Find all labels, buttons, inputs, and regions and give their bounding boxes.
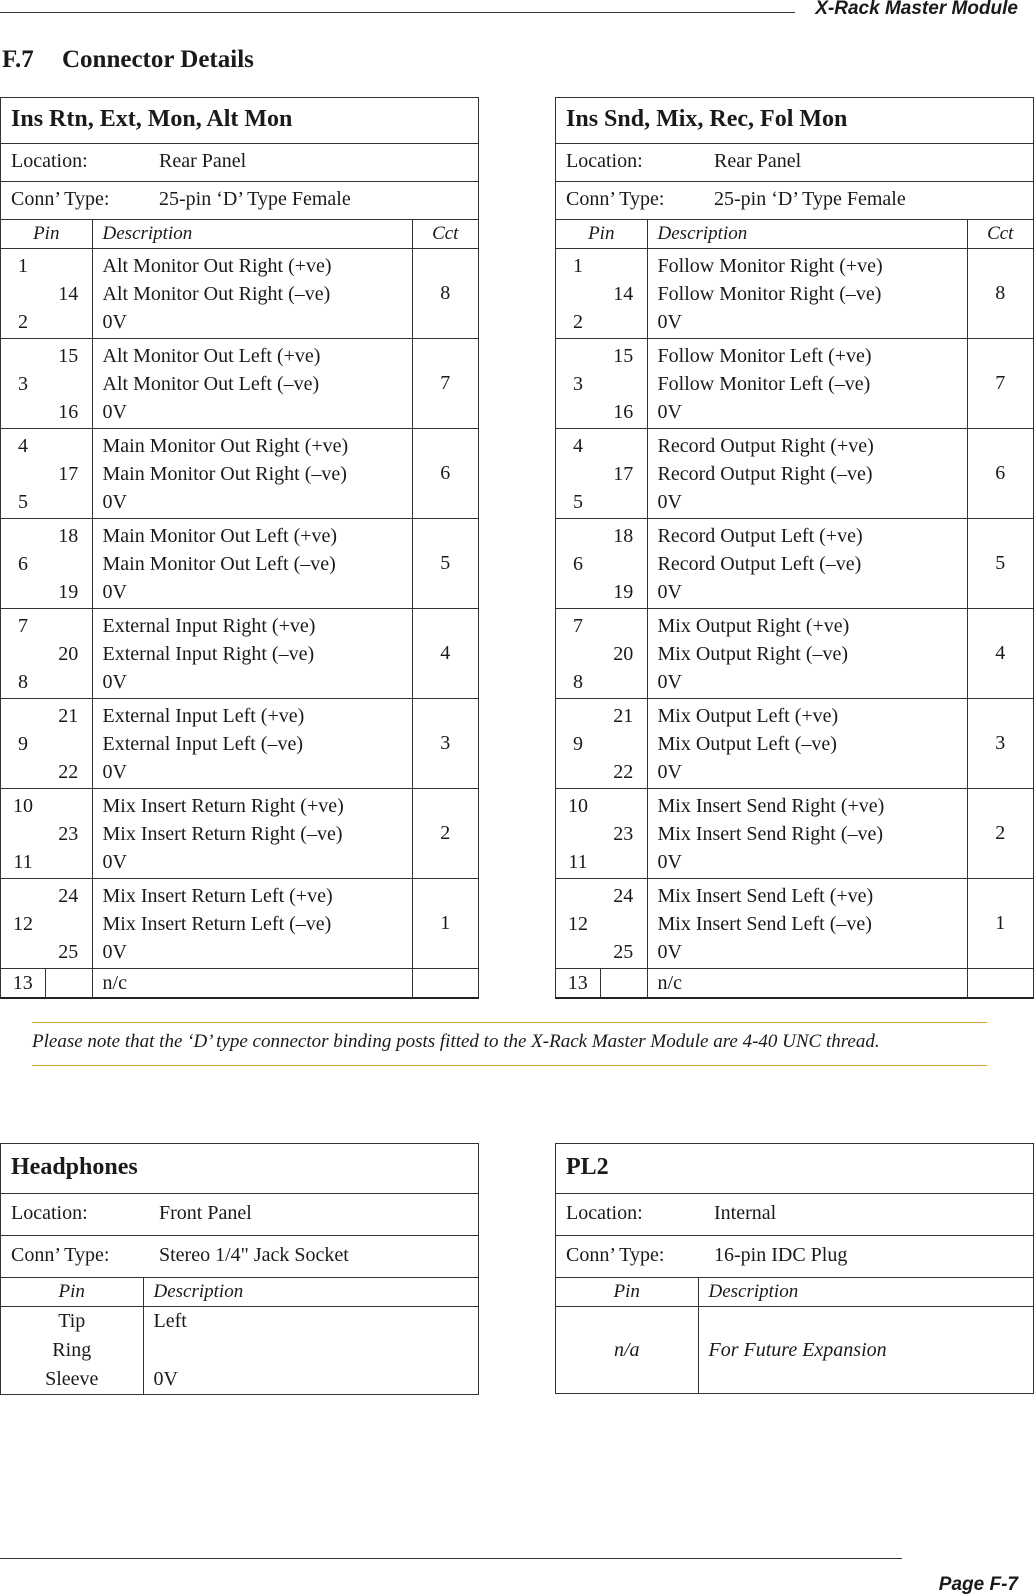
pin-number bbox=[600, 730, 647, 758]
pin-description: 0V bbox=[102, 670, 127, 693]
pin-description: Alt Monitor Out Left (+ve) bbox=[102, 344, 321, 367]
header-rule bbox=[0, 12, 795, 13]
note-bottom-rule bbox=[32, 1065, 987, 1066]
right-connector-title: Ins Snd, Mix, Rec, Fol Mon bbox=[556, 98, 1033, 144]
pin-description: Mix Output Right (–ve) bbox=[657, 642, 849, 665]
circuit-number: 4 bbox=[967, 609, 1033, 699]
pin-description: n/c bbox=[92, 969, 412, 998]
pin-description: Mix Output Right (+ve) bbox=[657, 614, 850, 637]
pin-number bbox=[1, 578, 45, 606]
pin-number: 8 bbox=[573, 670, 583, 693]
pin-description: 0V bbox=[102, 580, 127, 603]
pin-description: Record Output Right (–ve) bbox=[657, 462, 873, 485]
circuit-number: 2 bbox=[967, 789, 1033, 879]
pin-number: 22 bbox=[58, 760, 79, 783]
cct-header: Cct bbox=[412, 220, 478, 249]
pin-number: 19 bbox=[58, 580, 79, 603]
pin-number bbox=[45, 550, 92, 578]
pin-number: 13 bbox=[556, 969, 600, 998]
pin-group-row bbox=[1, 879, 478, 969]
pin-number: 18 bbox=[58, 524, 79, 547]
pin-description: 0V bbox=[657, 400, 682, 423]
pl2-title: PL2 bbox=[556, 1144, 1033, 1194]
headphones-pin: Ring bbox=[52, 1339, 92, 1361]
connector-table-left bbox=[0, 97, 479, 999]
pin-number: 12 bbox=[13, 912, 33, 935]
pin-description: Main Monitor Out Right (+ve) bbox=[102, 434, 349, 457]
headphones-pin: Tip bbox=[58, 1310, 86, 1332]
pin-group-row bbox=[1, 429, 478, 519]
pin-number bbox=[45, 252, 92, 280]
pin-description: External Input Left (–ve) bbox=[102, 732, 303, 755]
pin-number: 9 bbox=[18, 732, 28, 755]
left-pin-table bbox=[1, 220, 478, 997]
conn-type-label: Conn’ Type: bbox=[11, 1244, 110, 1266]
pin-header: Pin bbox=[1, 220, 92, 249]
pin-description: Main Monitor Out Left (+ve) bbox=[102, 524, 338, 547]
pin-number: 9 bbox=[573, 732, 583, 755]
pin-description: 0V bbox=[657, 310, 682, 333]
pin-number: 17 bbox=[58, 462, 79, 485]
pin-number bbox=[1, 820, 45, 848]
pin-group-row bbox=[1, 699, 478, 789]
headphones-conn-type: Stereo 1/4" Jack Socket bbox=[159, 1244, 349, 1266]
right-location-row bbox=[556, 144, 1033, 182]
circuit-number: 1 bbox=[412, 879, 478, 969]
pin-group-row bbox=[556, 249, 1033, 339]
pin-number: 20 bbox=[58, 642, 79, 665]
right-conn-type-row bbox=[556, 182, 1033, 220]
pin-number: 4 bbox=[573, 434, 583, 457]
pin-number bbox=[556, 522, 600, 550]
pin-number: 19 bbox=[613, 580, 634, 603]
pin-number bbox=[45, 668, 92, 696]
right-location: Rear Panel bbox=[714, 150, 802, 172]
pin-number bbox=[45, 432, 92, 460]
pin-number bbox=[556, 820, 600, 848]
headphones-desc: 0V bbox=[153, 1368, 178, 1390]
pin-number bbox=[1, 460, 45, 488]
left-conn-type-row bbox=[1, 182, 478, 220]
pin-description: Main Monitor Out Left (–ve) bbox=[102, 552, 336, 575]
location-label: Location: bbox=[11, 1202, 88, 1224]
pin-number: 14 bbox=[58, 282, 79, 305]
circuit-number: 1 bbox=[967, 879, 1033, 969]
pin-description: 0V bbox=[102, 400, 127, 423]
pin-number bbox=[556, 342, 600, 370]
pin-number bbox=[1, 342, 45, 370]
left-connector-title: Ins Rtn, Ext, Mon, Alt Mon bbox=[1, 98, 478, 144]
pin-number: 16 bbox=[58, 400, 79, 423]
pin-number: 4 bbox=[18, 434, 28, 457]
pin-number: 15 bbox=[613, 344, 634, 367]
page-number: Page F-7 bbox=[938, 1574, 1018, 1595]
pin-number: 15 bbox=[58, 344, 79, 367]
pin-description: 0V bbox=[102, 940, 127, 963]
note-box bbox=[32, 1022, 987, 1066]
note-text: Please note that the ‘D’ type connector binding posts fitted to the X-Rack Master Module are 4-40 UNC thread. bbox=[32, 1031, 880, 1052]
header-row bbox=[1, 220, 478, 249]
pin-description: Mix Insert Send Left (+ve) bbox=[657, 884, 874, 907]
pin-number bbox=[1, 522, 45, 550]
circuit-number: 3 bbox=[412, 699, 478, 789]
pin-description: Mix Output Left (+ve) bbox=[657, 704, 839, 727]
pin-number bbox=[45, 612, 92, 640]
description-header: Description bbox=[143, 1278, 478, 1307]
pin-description: Record Output Left (–ve) bbox=[657, 552, 862, 575]
pl2-conn-type: 16-pin IDC Plug bbox=[714, 1244, 848, 1266]
pin-number bbox=[600, 308, 647, 336]
circuit-number: 6 bbox=[412, 429, 478, 519]
circuit-number: 5 bbox=[412, 519, 478, 609]
pin-description: Mix Insert Return Left (+ve) bbox=[102, 884, 333, 907]
pin-description: 0V bbox=[102, 490, 127, 513]
pin-description: Mix Output Left (–ve) bbox=[657, 732, 837, 755]
headphones-title: Headphones bbox=[1, 1144, 478, 1194]
circuit-number: 5 bbox=[967, 519, 1033, 609]
location-label: Location: bbox=[566, 1202, 643, 1224]
pin-number: 25 bbox=[58, 940, 79, 963]
pin-header: Pin bbox=[1, 1278, 143, 1307]
pin-number bbox=[45, 488, 92, 516]
circuit-number: 6 bbox=[967, 429, 1033, 519]
description-header: Description bbox=[698, 1278, 1033, 1307]
pin-number bbox=[45, 792, 92, 820]
pin-group-row bbox=[1, 249, 478, 339]
pin-number: 2 bbox=[573, 310, 583, 333]
pin-number bbox=[600, 432, 647, 460]
pin-number bbox=[1, 702, 45, 730]
pl2-location: Internal bbox=[714, 1202, 777, 1224]
pl2-pin-table bbox=[556, 1278, 1033, 1393]
pin-number bbox=[600, 792, 647, 820]
pin-number bbox=[556, 578, 600, 606]
right-conn-type: 25-pin ‘D’ Type Female bbox=[714, 188, 906, 210]
pin-group-row bbox=[556, 879, 1033, 969]
pin-group-row bbox=[556, 699, 1033, 789]
pl2-desc: For Future Expansion bbox=[708, 1338, 887, 1361]
pin-number bbox=[556, 758, 600, 786]
pin-description: Record Output Right (+ve) bbox=[657, 434, 874, 457]
pin-group-row bbox=[556, 429, 1033, 519]
pin-description: External Input Left (+ve) bbox=[102, 704, 305, 727]
pin-number bbox=[600, 252, 647, 280]
pin-number bbox=[600, 668, 647, 696]
pin-number bbox=[600, 612, 647, 640]
pin-number bbox=[600, 370, 647, 398]
section-number: F.7 bbox=[2, 46, 34, 73]
pl2-table bbox=[555, 1143, 1034, 1394]
pl2-conn-type-row bbox=[556, 1236, 1033, 1278]
pin-description: External Input Right (+ve) bbox=[102, 614, 316, 637]
headphones-conn-type-row bbox=[1, 1236, 478, 1278]
circuit-number: 8 bbox=[412, 249, 478, 339]
pin-group-row bbox=[1, 609, 478, 699]
headphones-location-row bbox=[1, 1194, 478, 1236]
pin-number: 24 bbox=[58, 884, 79, 907]
pin-13-row bbox=[556, 969, 1033, 998]
pin-number: 1 bbox=[18, 254, 28, 277]
pin-number bbox=[1, 938, 45, 966]
pin-13-row bbox=[1, 969, 478, 998]
pin-number: 10 bbox=[13, 794, 33, 817]
pin-number bbox=[600, 488, 647, 516]
pin-description: Main Monitor Out Right (–ve) bbox=[102, 462, 347, 485]
pin-number bbox=[556, 640, 600, 668]
pin-group-row bbox=[556, 789, 1033, 879]
connector-table-right bbox=[555, 97, 1034, 999]
pin-description: Mix Insert Return Left (–ve) bbox=[102, 912, 332, 935]
pin-description: 0V bbox=[102, 850, 127, 873]
pin-number: 23 bbox=[58, 822, 79, 845]
pin-number bbox=[45, 308, 92, 336]
header-row bbox=[556, 220, 1033, 249]
pin-number bbox=[556, 882, 600, 910]
pin-description: 0V bbox=[102, 310, 127, 333]
pin-description: 0V bbox=[657, 940, 682, 963]
pin-number: 6 bbox=[573, 552, 583, 575]
pin-number bbox=[45, 910, 92, 938]
pin-number bbox=[600, 848, 647, 876]
circuit-number: 3 bbox=[967, 699, 1033, 789]
pin-header: Pin bbox=[556, 1278, 698, 1307]
headphones-pin: Sleeve bbox=[45, 1368, 99, 1390]
circuit-number: 7 bbox=[412, 339, 478, 429]
pin-number: 25 bbox=[613, 940, 634, 963]
pin-description: 0V bbox=[102, 760, 127, 783]
pin-group-row bbox=[1, 339, 478, 429]
pin-number bbox=[1, 280, 45, 308]
pin-description: Alt Monitor Out Right (–ve) bbox=[102, 282, 331, 305]
pin-number bbox=[556, 702, 600, 730]
pin-number: 7 bbox=[18, 614, 28, 637]
pin-number: 18 bbox=[613, 524, 634, 547]
pin-number: 8 bbox=[18, 670, 28, 693]
conn-type-label: Conn’ Type: bbox=[566, 1244, 665, 1266]
pin-description: Mix Insert Return Right (+ve) bbox=[102, 794, 344, 817]
pin-description: 0V bbox=[657, 760, 682, 783]
pin-number: 10 bbox=[568, 794, 588, 817]
pin-number: 13 bbox=[1, 969, 45, 998]
pin-number: 21 bbox=[613, 704, 634, 727]
pin-number: 23 bbox=[613, 822, 634, 845]
pin-description: Follow Monitor Left (+ve) bbox=[657, 344, 872, 367]
pin-number: 3 bbox=[573, 372, 583, 395]
pin-number: 3 bbox=[18, 372, 28, 395]
pin-number: 22 bbox=[613, 760, 634, 783]
pin-number bbox=[45, 848, 92, 876]
pin-number: 1 bbox=[573, 254, 583, 277]
pin-number: 6 bbox=[18, 552, 28, 575]
pin-description: Mix Insert Return Right (–ve) bbox=[102, 822, 343, 845]
circuit-number: 4 bbox=[412, 609, 478, 699]
pin-description: Alt Monitor Out Right (+ve) bbox=[102, 254, 332, 277]
pin-description: 0V bbox=[657, 580, 682, 603]
pin-number: 5 bbox=[18, 490, 28, 513]
pin-number: 11 bbox=[568, 850, 588, 873]
pin-description: 0V bbox=[657, 490, 682, 513]
pin-number bbox=[1, 882, 45, 910]
pin-number: 12 bbox=[568, 912, 588, 935]
pin-description: 0V bbox=[657, 850, 682, 873]
pin-number bbox=[45, 370, 92, 398]
pin-number: 21 bbox=[58, 704, 79, 727]
pl2-pin: n/a bbox=[556, 1307, 698, 1394]
location-label: Location: bbox=[11, 150, 88, 172]
pin-number bbox=[556, 460, 600, 488]
pin-description: Follow Monitor Left (–ve) bbox=[657, 372, 871, 395]
conn-type-label: Conn’ Type: bbox=[566, 188, 665, 210]
pin-number: 20 bbox=[613, 642, 634, 665]
pin-number: 24 bbox=[613, 884, 634, 907]
footer-rule bbox=[0, 1558, 902, 1559]
pin-description: Mix Insert Send Right (–ve) bbox=[657, 822, 884, 845]
circuit-number: 7 bbox=[967, 339, 1033, 429]
pin-number: 16 bbox=[613, 400, 634, 423]
headphones-table bbox=[0, 1143, 479, 1395]
pin-description: Alt Monitor Out Left (–ve) bbox=[102, 372, 320, 395]
headphones-desc: Left bbox=[153, 1310, 187, 1332]
pin-number bbox=[556, 398, 600, 426]
header-title: X-Rack Master Module bbox=[815, 0, 1018, 19]
location-label: Location: bbox=[566, 150, 643, 172]
pl2-location-row bbox=[556, 1194, 1033, 1236]
pin-description: n/c bbox=[647, 969, 967, 998]
pin-number: 14 bbox=[613, 282, 634, 305]
pin-number: 17 bbox=[613, 462, 634, 485]
right-pin-table bbox=[556, 220, 1033, 997]
pin-description: Record Output Left (+ve) bbox=[657, 524, 863, 547]
section-title bbox=[2, 46, 254, 74]
pin-group-row bbox=[1, 789, 478, 879]
headphones-pin-table bbox=[1, 1278, 478, 1394]
pin-group-row bbox=[556, 609, 1033, 699]
pin-number: 11 bbox=[13, 850, 33, 873]
pin-number: 5 bbox=[573, 490, 583, 513]
pin-number: 2 bbox=[18, 310, 28, 333]
circuit-number: 8 bbox=[967, 249, 1033, 339]
pin-description: Follow Monitor Right (+ve) bbox=[657, 254, 883, 277]
pin-group-row bbox=[1, 519, 478, 609]
headphones-desc bbox=[154, 1336, 479, 1365]
circuit-number: 2 bbox=[412, 789, 478, 879]
description-header: Description bbox=[92, 220, 412, 249]
pin-number: 7 bbox=[573, 614, 583, 637]
pin-number bbox=[556, 938, 600, 966]
pin-group-row bbox=[556, 339, 1033, 429]
left-location: Rear Panel bbox=[159, 150, 247, 172]
pin-description: Follow Monitor Right (–ve) bbox=[657, 282, 882, 305]
pin-description: Mix Insert Send Right (+ve) bbox=[657, 794, 885, 817]
pin-description: 0V bbox=[657, 670, 682, 693]
pin-number bbox=[1, 758, 45, 786]
pin-number bbox=[45, 730, 92, 758]
pin-description: External Input Right (–ve) bbox=[102, 642, 315, 665]
pin-group-row bbox=[556, 519, 1033, 609]
left-conn-type: 25-pin ‘D’ Type Female bbox=[159, 188, 351, 210]
conn-type-label: Conn’ Type: bbox=[11, 188, 110, 210]
pin-number bbox=[1, 398, 45, 426]
headphones-location: Front Panel bbox=[159, 1202, 252, 1224]
section-heading: Connector Details bbox=[62, 46, 254, 73]
description-header: Description bbox=[647, 220, 967, 249]
pin-number bbox=[1, 640, 45, 668]
pin-header: Pin bbox=[556, 220, 647, 249]
pin-number bbox=[556, 280, 600, 308]
left-location-row bbox=[1, 144, 478, 182]
pin-number bbox=[600, 550, 647, 578]
cct-header: Cct bbox=[967, 220, 1033, 249]
pin-description: Mix Insert Send Left (–ve) bbox=[657, 912, 872, 935]
pin-number bbox=[600, 910, 647, 938]
